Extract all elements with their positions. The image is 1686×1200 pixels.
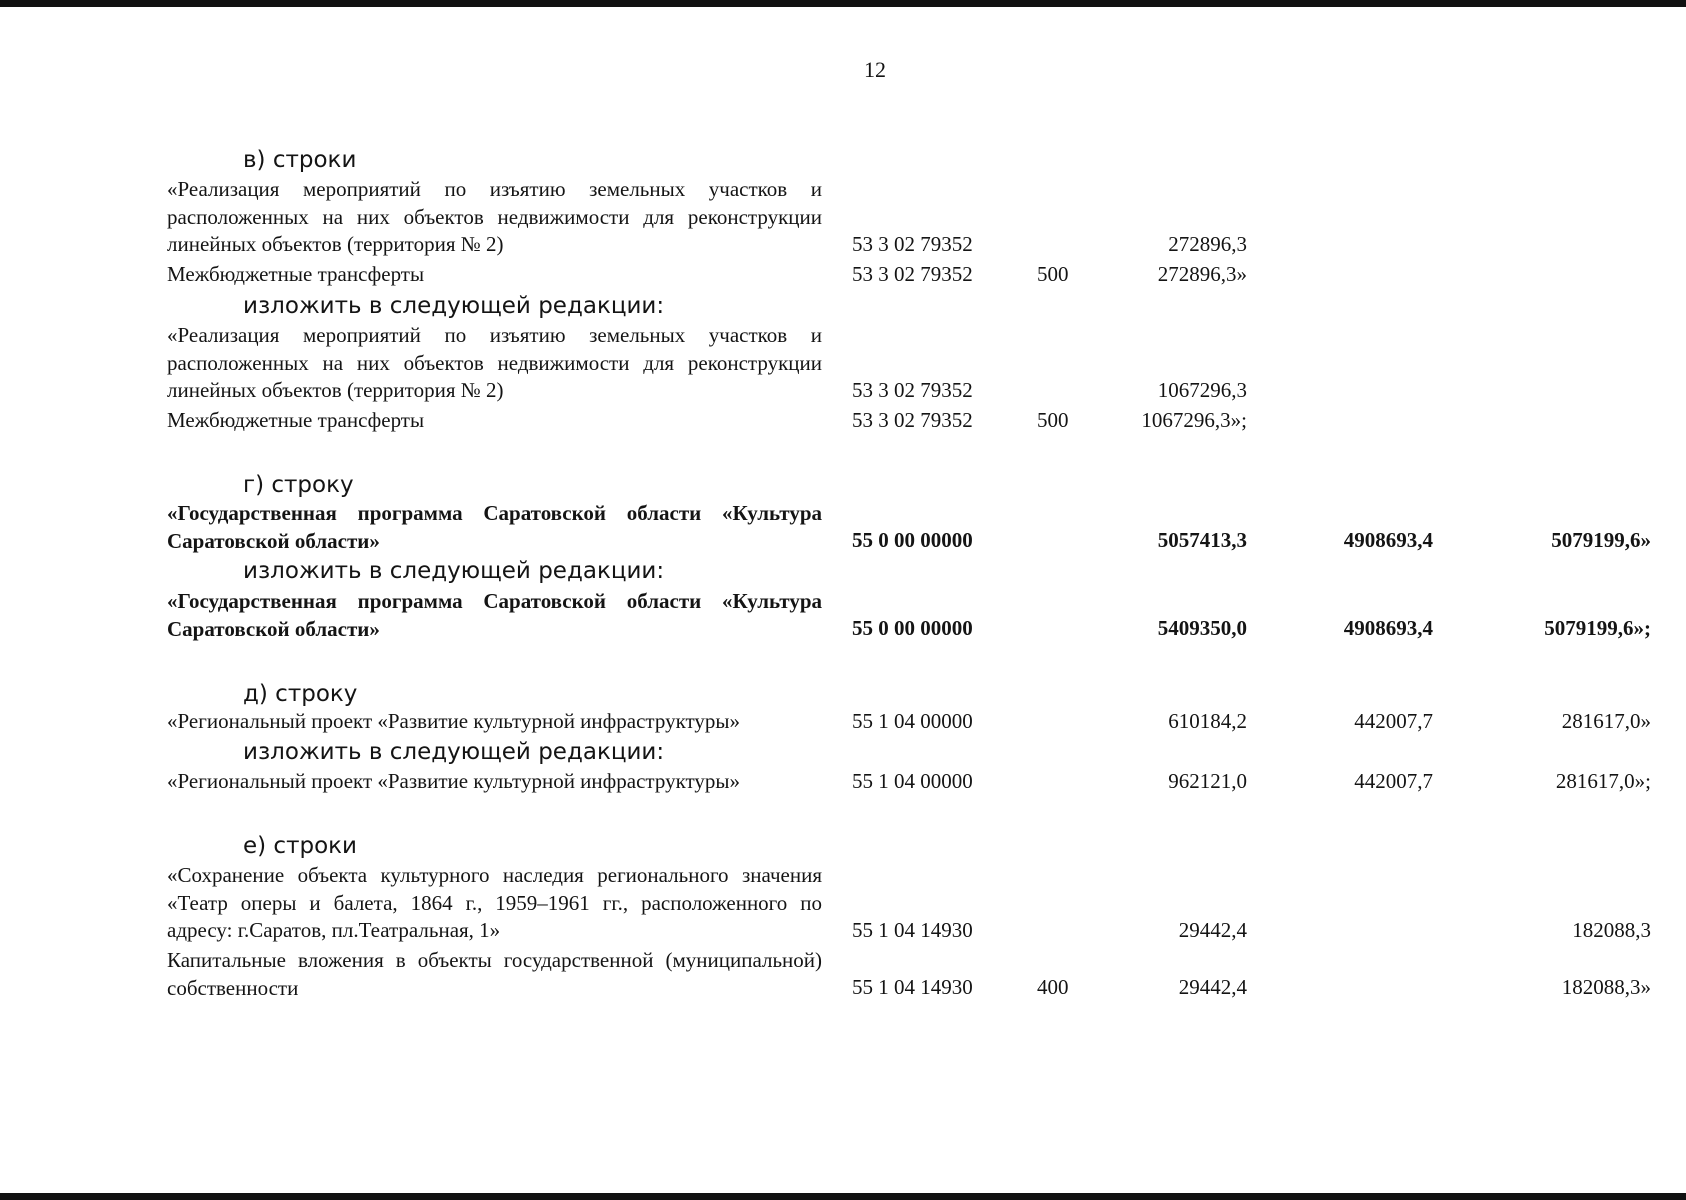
row-description: «Реализация мероприятий по изъятию земельных участков и расположенных на них объектов недвижимости для реконструкции линейных объектов (территория № 2) xyxy=(167,177,822,256)
row-description: «Государственная программа Саратовской области «Культура Саратовской области» xyxy=(167,501,822,553)
row-description: «Реализация мероприятий по изъятию земельных участков и расположенных на них объектов недвижимости для реконструкции линейных объектов (территория № 2) xyxy=(167,323,822,402)
row-description: «Сохранение объекта культурного наследия регионального значения «Театр оперы и балета, 1864 г., 1959–1961 гг., расположенного по адресу: г.Саратов, пл.Театральная, 1» xyxy=(167,863,822,942)
row-amount-year3: 281617,0» xyxy=(1561,709,1651,733)
row-description: Межбюджетные трансферты xyxy=(167,262,425,286)
section-heading-v: в) строки xyxy=(243,147,357,173)
row-description: «Региональный проект «Развитие культурной инфраструктуры» xyxy=(167,709,740,733)
row-code: 53 3 02 79352 xyxy=(852,232,973,256)
row-amount-year1: 1067296,3 xyxy=(1157,378,1247,402)
row-amount-year2: 442007,7 xyxy=(1354,769,1433,793)
new-edition-heading: изложить в следующей редакции: xyxy=(243,293,665,319)
section-heading-g: г) строку xyxy=(243,472,354,498)
row-description: Межбюджетные трансферты xyxy=(167,408,425,432)
row-code: 55 1 04 14930 xyxy=(852,918,973,942)
row-amount-year2: 4908693,4 xyxy=(1343,616,1433,640)
row-amount-year2: 442007,7 xyxy=(1354,709,1433,733)
new-edition-heading: изложить в следующей редакции: xyxy=(243,558,665,584)
row-amount-year1: 610184,2 xyxy=(1168,709,1247,733)
row-description: «Региональный проект «Развитие культурной инфраструктуры» xyxy=(167,769,740,793)
section-heading-e: е) строки xyxy=(243,833,357,859)
row-expense-type: 500 xyxy=(1037,408,1069,432)
page-number: 12 xyxy=(864,57,886,82)
row-code: 55 0 00 00000 xyxy=(852,528,973,552)
row-code: 55 1 04 14930 xyxy=(852,975,973,999)
row-amount-year3: 281617,0»; xyxy=(1555,769,1651,793)
row-amount-year1: 29442,4 xyxy=(1178,975,1247,999)
row-amount-year1: 5409350,0 xyxy=(1157,616,1247,640)
row-amount-year1: 29442,4 xyxy=(1178,918,1247,942)
row-amount-year1: 5057413,3 xyxy=(1157,528,1247,552)
new-edition-heading: изложить в следующей редакции: xyxy=(243,739,665,765)
section-heading-d: д) строку xyxy=(243,681,358,707)
row-expense-type: 500 xyxy=(1037,262,1069,286)
row-amount-year1: 272896,3 xyxy=(1168,232,1247,256)
row-amount-year3: 182088,3 xyxy=(1572,918,1651,942)
scan-top-edge xyxy=(0,0,1686,7)
row-code: 55 1 04 00000 xyxy=(852,769,973,793)
row-amount-year1: 962121,0 xyxy=(1168,769,1247,793)
row-amount-year3: 182088,3» xyxy=(1561,975,1651,999)
row-code: 53 3 02 79352 xyxy=(852,408,973,432)
row-amount-year1: 1067296,3»; xyxy=(1141,408,1247,432)
row-description: Капитальные вложения в объекты государственной (муниципальной) собственности xyxy=(167,948,822,1000)
row-amount-year3: 5079199,6»; xyxy=(1544,616,1651,640)
row-code: 53 3 02 79352 xyxy=(852,378,973,402)
row-description: «Государственная программа Саратовской области «Культура Саратовской области» xyxy=(167,589,822,641)
row-amount-year3: 5079199,6» xyxy=(1551,528,1651,552)
row-code: 55 0 00 00000 xyxy=(852,616,973,640)
scan-bottom-edge xyxy=(0,1193,1686,1200)
row-amount-year2: 4908693,4 xyxy=(1343,528,1433,552)
row-amount-year1: 272896,3» xyxy=(1157,262,1247,286)
row-expense-type: 400 xyxy=(1037,975,1069,999)
row-code: 55 1 04 00000 xyxy=(852,709,973,733)
row-code: 53 3 02 79352 xyxy=(852,262,973,286)
